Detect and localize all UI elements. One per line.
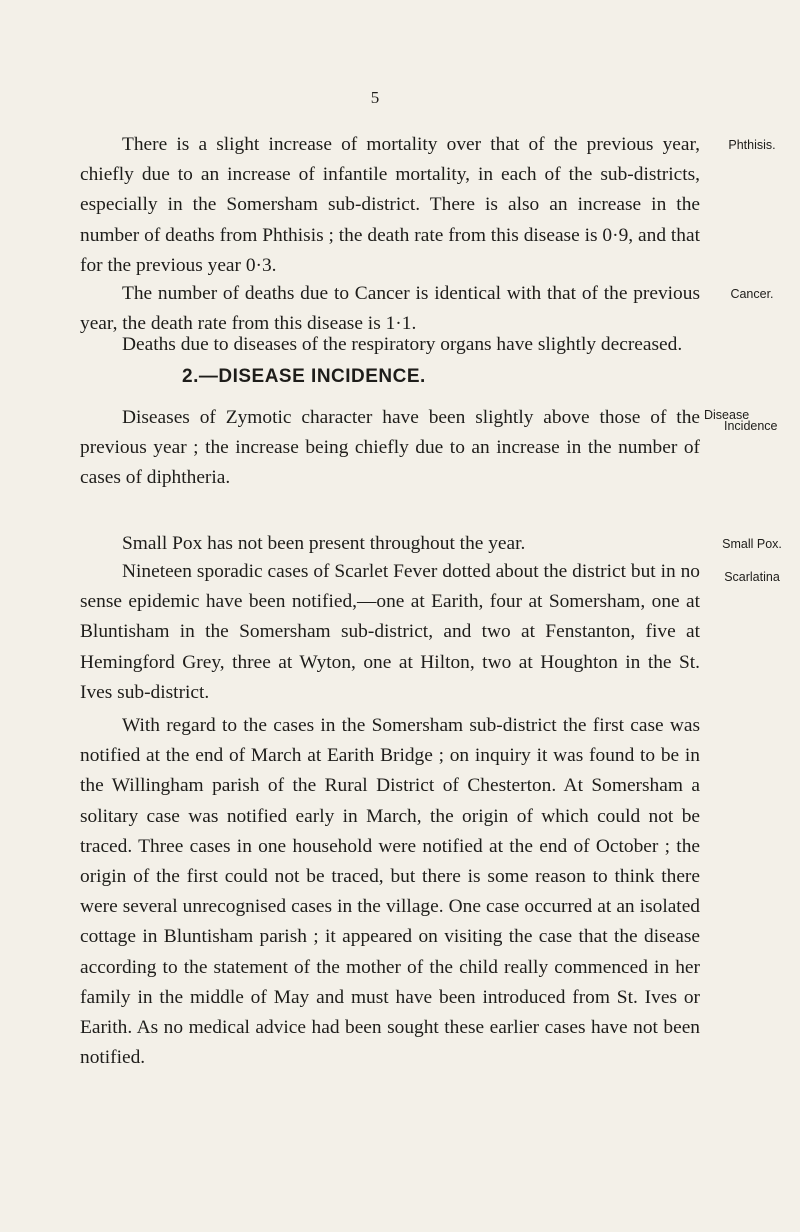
margin-note-phthisis: Phthisis. — [728, 138, 776, 152]
margin-note-line: Incidence — [724, 419, 778, 433]
page-number: 5 — [370, 88, 380, 107]
section-heading: 2.—DISEASE INCIDENCE. — [182, 366, 426, 387]
margin-note-line: Disease — [704, 408, 750, 422]
paragraph-text: Small Pox has not been present throughout the year. — [122, 533, 526, 554]
paragraph-mortality — [80, 130, 700, 281]
paragraph-text: Diseases of Zymotic character have been slightly above those of the previous year ; the increase being chiefly due to an increase in the number of cases of diphtheria. — [80, 407, 700, 489]
paragraph-respiratory — [80, 330, 700, 360]
paragraph-text: The number of deaths due to Cancer is identical with that of the previous year, the death rate from this disease is 1·1. — [80, 283, 700, 335]
paragraph-text: With regard to the cases in the Somersham sub-district the first case was notified at the end of March at Earith Bridge ; on inquiry it was found to be in the Willingham parish of the Rural District of Chesterton. At Somersham a solitary case was notified early in March, the origin of which could not be traced. Three cases in one household were notified at the end of October ; the origin of the first could not be traced, but there is some reason to think there were several unrecognised cases in the village. One case occurred at an isolated cottage in Bluntisham parish ; it appeared on visiting the case that the disease according to the statement of the mother of the child really commenced in her family in the middle of May and must have been introduced from St. Ives or Earith. As no medical advice had been sought these earlier cases have not been notified. — [80, 715, 700, 1069]
paragraph-somersham-cases — [80, 711, 700, 1073]
margin-note-small-pox: Small Pox. — [722, 537, 782, 551]
paragraph-zymotic — [80, 403, 700, 494]
paragraph-text: Nineteen sporadic cases of Scarlet Fever dotted about the district but in no sense epidemic have been notified,—one at Earith, four at Somersham, one at Bluntisham in the Somersham sub-district, and two at Fenstanton, five at Hemingford Grey, three at Wyton, one at Hilton, two at Houghton in the St. Ives sub-district. — [80, 561, 700, 703]
margin-note-disease-incidence — [704, 410, 796, 432]
paragraph-scarlet-fever — [80, 557, 700, 708]
paragraph-text: There is a slight increase of mortality over that of the previous year, chiefly due to an increase of infantile mortality, in each of the sub-districts, especially in the Somersham sub-district. There is also an increase in the number of deaths from Phthisis ; the death rate from this disease is 0·9, and that for the previous year 0·3. — [80, 134, 700, 276]
paragraph-small-pox — [80, 529, 700, 559]
margin-note-cancer: Cancer. — [730, 287, 774, 301]
paragraph-text: Deaths due to diseases of the respiratory organs have slightly decreased. — [122, 334, 683, 355]
margin-note-scarlatina: Scarlatina — [724, 570, 780, 584]
